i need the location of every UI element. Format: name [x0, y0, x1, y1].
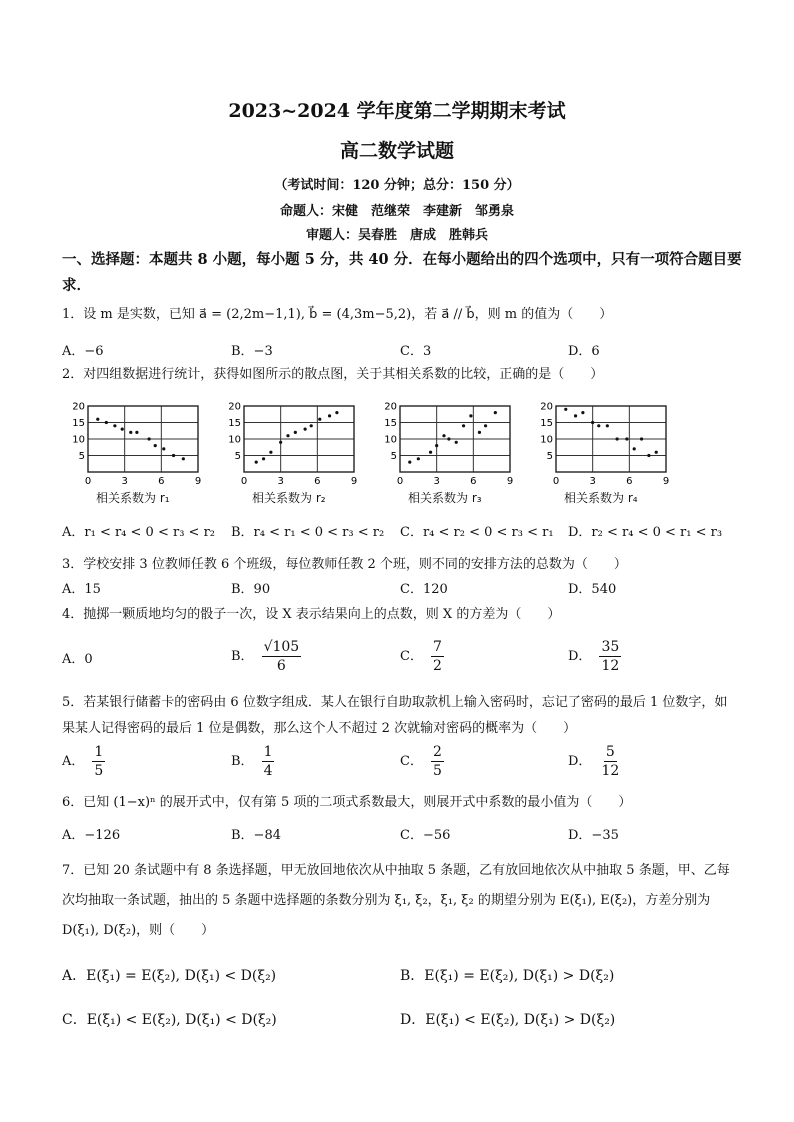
- data-point: [182, 457, 185, 460]
- data-point: [435, 444, 438, 447]
- data-point: [294, 431, 297, 434]
- question-number: 4．: [62, 607, 84, 622]
- scatter-plot-3: [376, 398, 526, 490]
- data-point: [429, 451, 432, 454]
- fraction: $\frac{5}{12}$: [601, 744, 620, 779]
- x-tick-label: 3: [121, 476, 128, 487]
- data-point: [172, 454, 175, 457]
- x-tick-label: 9: [662, 476, 670, 487]
- data-point: [408, 461, 411, 464]
- fraction: $\frac{2}{5}$: [432, 744, 442, 779]
- fraction: $\frac{7}{2}$: [432, 639, 442, 674]
- y-tick-label: 15: [540, 418, 553, 429]
- y-tick-label: 10: [384, 434, 397, 446]
- q4-option-a: A．0: [62, 652, 93, 667]
- x-tick-label: 3: [433, 476, 440, 487]
- data-point: [469, 414, 472, 417]
- plot-2-caption: 相关系数为 r₂: [252, 491, 326, 505]
- q2-option-d: D．r₂ < r₄ < 0 < r₁ < r₃: [568, 525, 723, 540]
- data-point: [129, 431, 132, 434]
- q7-option-c: C．E(ξ₁) < E(ξ₂), D(ξ₁) < D(ξ₂): [62, 1012, 277, 1028]
- q2-option-c: C．r₄ < r₂ < 0 < r₃ < r₁: [400, 525, 554, 540]
- data-point: [135, 431, 138, 434]
- y-tick-label: 15: [384, 418, 397, 429]
- scatter-plot-2: [220, 398, 370, 490]
- question-text: 对四组数据进行统计，获得如图所示的散点图，关于其相关系数的比较，正确的是（ ）: [83, 367, 604, 382]
- question-text: 设 m 是实数，已知 a⃗ = (2,2m−1,1), b⃗ = (4,3m−5,2)，若 a⃗ // b⃗，则 m 的值为（ ）: [83, 307, 613, 322]
- q1-option-d: D．6: [568, 344, 600, 359]
- fraction: $\frac{√105}{6}$: [263, 639, 300, 674]
- data-point: [417, 457, 420, 460]
- data-point: [597, 424, 600, 427]
- fraction: $\frac{35}{12}$: [601, 639, 620, 674]
- x-tick-label: 3: [277, 476, 284, 487]
- y-tick-label: 10: [228, 434, 241, 446]
- q6-option-b: B．−84: [231, 828, 281, 843]
- question-text: 已知 20 条试题中有 8 条选择题，甲无放回地依次从中抽取 5 条题，乙有放回地依次从中抽取 5 条题，甲、乙每次均抽取一条试题，抽出的 5 条题中选择题的条数分别为 ξ₁, ξ₂，ξ₁, ξ₂ 的期望分别为 E(ξ₁), E(ξ₂)，方差分别为 D(ξ₁), D(ξ₂)，则（ ）: [62, 863, 730, 938]
- y-tick-label: 20: [72, 401, 85, 413]
- exam-subtitle: 高二数学试题: [339, 140, 454, 162]
- fraction: $\frac{1}{5}$: [94, 744, 104, 779]
- q3-option-b: B．90: [231, 582, 271, 597]
- data-point: [655, 451, 658, 454]
- q3-option-a: A．15: [62, 582, 101, 597]
- data-point: [113, 424, 116, 427]
- data-point: [616, 437, 619, 440]
- data-point: [148, 437, 151, 440]
- data-point: [484, 424, 487, 427]
- setters-line: 命题人：宋健 范继荣 李建新 邹勇泉: [279, 204, 514, 219]
- x-tick-label: 3: [589, 476, 596, 487]
- data-point: [255, 461, 258, 464]
- q6-option-a: A．−126: [62, 828, 121, 843]
- question-number: 5．: [62, 695, 84, 710]
- q7-option-a: A．E(ξ₁) = E(ξ₂), D(ξ₁) < D(ξ₂): [62, 968, 277, 984]
- question-number: 1．: [62, 307, 84, 322]
- q6-option-d: D．−35: [568, 828, 619, 843]
- x-tick-label: 9: [350, 476, 358, 487]
- plot-3-caption: 相关系数为 r₃: [408, 491, 482, 505]
- data-point: [310, 424, 313, 427]
- question-7: [62, 856, 740, 946]
- q2-option-b: B．r₄ < r₁ < 0 < r₃ < r₂: [231, 525, 385, 540]
- data-point: [633, 447, 636, 450]
- fraction: $\frac{1}{4}$: [263, 744, 273, 779]
- q4-option-b: B． $\frac{√105}{6}$: [231, 639, 300, 674]
- y-tick-label: 5: [390, 451, 397, 462]
- data-point: [269, 451, 272, 454]
- data-point: [262, 457, 265, 460]
- data-point: [335, 411, 338, 414]
- y-tick-label: 5: [234, 451, 241, 462]
- question-number: 6．: [62, 795, 84, 810]
- data-point: [286, 434, 289, 437]
- q3-option-d: D．540: [568, 582, 617, 597]
- question-6: [62, 792, 631, 814]
- data-point: [581, 411, 584, 414]
- y-tick-label: 20: [540, 401, 553, 413]
- data-point: [105, 421, 108, 424]
- data-point: [564, 408, 567, 411]
- question-1: [62, 304, 612, 326]
- x-tick-label: 6: [470, 476, 477, 487]
- question-number: 7．: [62, 863, 84, 878]
- data-point: [455, 441, 458, 444]
- exam-title: 2023~2024 学年度第二学期期末考试: [228, 100, 566, 122]
- y-tick-label: 20: [384, 401, 397, 413]
- q6-option-c: C．−56: [400, 828, 451, 843]
- q5-option-d: D． $\frac{5}{12}$: [568, 744, 620, 779]
- data-point: [318, 418, 321, 421]
- x-tick-label: 6: [314, 476, 321, 487]
- data-point: [162, 447, 165, 450]
- question-4: [62, 604, 560, 626]
- question-number: 3．: [62, 557, 84, 572]
- scatter-plot-4: [532, 398, 682, 490]
- q1-option-b: B．−3: [231, 344, 273, 359]
- y-tick-label: 5: [78, 451, 85, 462]
- reviewers-line: 审题人：吴春胜 唐成 胜韩兵: [305, 228, 488, 243]
- data-point: [591, 421, 594, 424]
- data-point: [447, 437, 450, 440]
- scatter-plot-1: [64, 398, 214, 490]
- data-point: [462, 424, 465, 427]
- x-tick-label: 0: [84, 476, 92, 487]
- q4-option-c: C． $\frac{7}{2}$: [400, 639, 442, 674]
- data-point: [304, 428, 307, 431]
- data-point: [478, 431, 481, 434]
- data-point: [640, 437, 643, 440]
- data-point: [154, 444, 157, 447]
- question-text: 若某银行储蓄卡的密码由 6 位数字组成．某人在银行自助取款机上输入密码时，忘记了密码的最后 1 位数字，如果某人记得密码的最后 1 位是偶数，那么这个人不超过 2 次就输对密码的概率为（ ）: [62, 695, 728, 736]
- plot-1-caption: 相关系数为 r₁: [96, 491, 170, 505]
- plot-4-caption: 相关系数为 r₄: [564, 491, 638, 505]
- data-point: [494, 411, 497, 414]
- x-tick-label: 6: [626, 476, 633, 487]
- question-text: 抛掷一颗质地均匀的骰子一次，设 X 表示结果向上的点数，则 X 的方差为（ ）: [83, 607, 561, 622]
- y-tick-label: 5: [546, 451, 553, 462]
- question-5: [62, 690, 740, 742]
- q2-option-a: A．r₁ < r₄ < 0 < r₃ < r₂: [62, 525, 215, 540]
- q3-option-c: C．120: [400, 582, 448, 597]
- data-point: [647, 454, 650, 457]
- data-point: [625, 437, 628, 440]
- x-tick-label: 0: [552, 476, 560, 487]
- x-tick-label: 9: [506, 476, 514, 487]
- y-tick-label: 15: [228, 418, 241, 429]
- x-tick-label: 6: [158, 476, 165, 487]
- y-tick-label: 15: [72, 418, 85, 429]
- q1-option-a: A．−6: [62, 344, 104, 359]
- question-2: [62, 364, 603, 386]
- x-tick-label: 0: [396, 476, 404, 487]
- data-point: [279, 441, 282, 444]
- data-point: [442, 434, 445, 437]
- q5-option-c: C． $\frac{2}{5}$: [400, 744, 442, 779]
- y-tick-label: 20: [228, 401, 241, 413]
- data-point: [574, 414, 577, 417]
- q1-option-c: C．3: [400, 344, 432, 359]
- y-tick-label: 10: [540, 434, 553, 446]
- data-point: [606, 424, 609, 427]
- exam-info: （考试时间：120 分钟；总分：150 分）: [274, 178, 520, 193]
- q4-option-d: D． $\frac{35}{12}$: [568, 639, 620, 674]
- x-tick-label: 9: [194, 476, 202, 487]
- question-text: 学校安排 3 位教师任教 6 个班级，每位教师任教 2 个班，则不同的安排方法的总数为（ ）: [83, 557, 627, 572]
- y-tick-label: 10: [72, 434, 85, 446]
- question-number: 2．: [62, 367, 84, 382]
- data-point: [96, 418, 99, 421]
- data-point: [121, 428, 124, 431]
- q7-option-d: D．E(ξ₁) < E(ξ₂), D(ξ₁) > D(ξ₂): [400, 1012, 616, 1028]
- question-text: 已知 (1−x)ⁿ 的展开式中，仅有第 5 项的二项式系数最大，则展开式中系数的最小值为（ ）: [83, 795, 632, 810]
- section-heading: 一、选择题：本题共 8 小题，每小题 5 分，共 40 分．在每小题给出的四个选项中，只有一项符合题目要求．: [62, 251, 742, 294]
- x-tick-label: 0: [240, 476, 248, 487]
- q5-option-a: A． $\frac{1}{5}$: [62, 744, 104, 779]
- question-3: [62, 554, 627, 576]
- q7-option-b: B．E(ξ₁) = E(ξ₂), D(ξ₁) > D(ξ₂): [400, 968, 615, 984]
- data-point: [328, 414, 331, 417]
- q5-option-b: B． $\frac{1}{4}$: [231, 744, 273, 779]
